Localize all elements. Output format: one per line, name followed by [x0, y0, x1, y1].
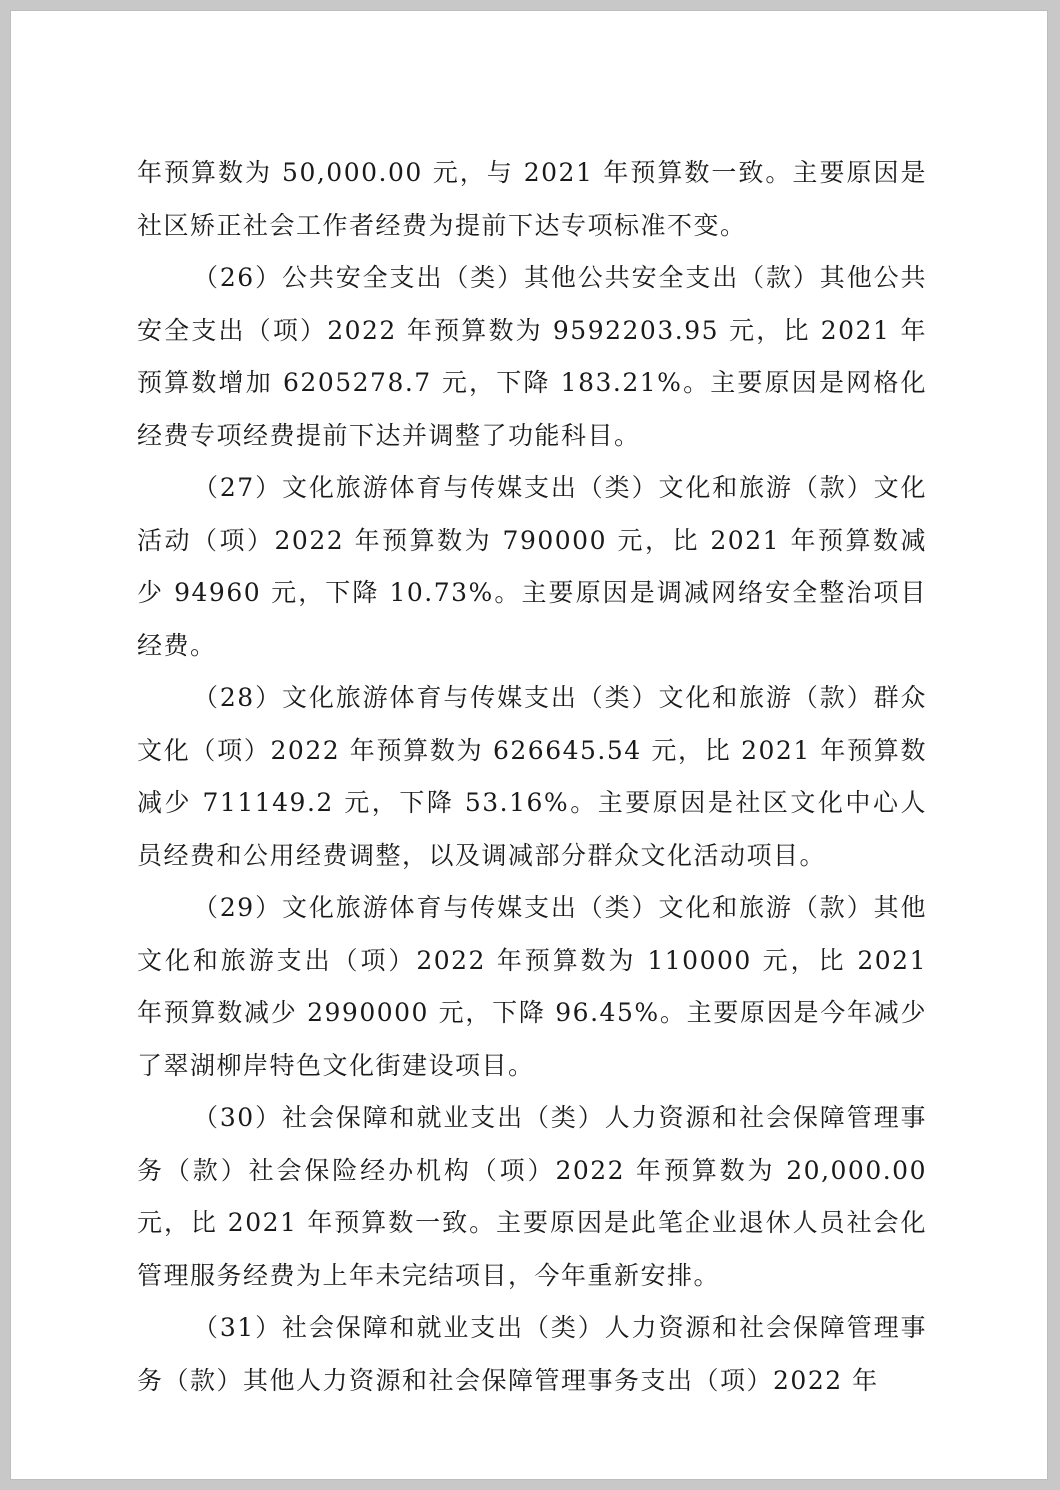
paragraph-item-31: （31）社会保障和就业支出（类）人力资源和社会保障管理事务（款）其他人力资源和社会保障管理事务支出（项）2022 年 [137, 1313, 927, 1395]
document-body [137, 147, 927, 1407]
paragraph-item-29: （29）文化旅游体育与传媒支出（类）文化和旅游（款）其他文化和旅游支出（项）2022 年预算数为 110000 元，比 2021 年预算数减少 2990000 元，下降 96.45%。主要原因是今年减少了翠湖柳岸特色文化街建设项目。 [137, 893, 927, 1080]
paragraph-item-28: （28）文化旅游体育与传媒支出（类）文化和旅游（款）群众文化（项）2022 年预算数为 626645.54 元，比 2021 年预算数减少 711149.2 元，下降 53.16%。主要原因是社区文化中心人员经费和公用经费调整，以及调减部分群众文化活动项目。 [137, 683, 927, 870]
paragraph-continuation: 年预算数为 50,000.00 元，与 2021 年预算数一致。主要原因是社区矫正社会工作者经费为提前下达专项标准不变。 [137, 158, 927, 240]
paragraph-item-27: （27）文化旅游体育与传媒支出（类）文化和旅游（款）文化活动（项）2022 年预算数为 790000 元，比 2021 年预算数减少 94960 元，下降 10.73%。主要原因是调减网络安全整治项目经费。 [137, 473, 927, 660]
paragraph-item-26: （26）公共安全支出（类）其他公共安全支出（款）其他公共安全支出（项）2022 年预算数为 9592203.95 元，比 2021 年预算数增加 6205278.7 元，下降 183.21%。主要原因是网格化经费专项经费提前下达并调整了功能科目。 [137, 263, 927, 450]
paragraph-item-30: （30）社会保障和就业支出（类）人力资源和社会保障管理事务（款）社会保险经办机构（项）2022 年预算数为 20,000.00 元，比 2021 年预算数一致。主要原因是此笔企业退休人员社会化管理服务经费为上年未完结项目，今年重新安排。 [137, 1103, 927, 1290]
document-page [10, 10, 1048, 1480]
